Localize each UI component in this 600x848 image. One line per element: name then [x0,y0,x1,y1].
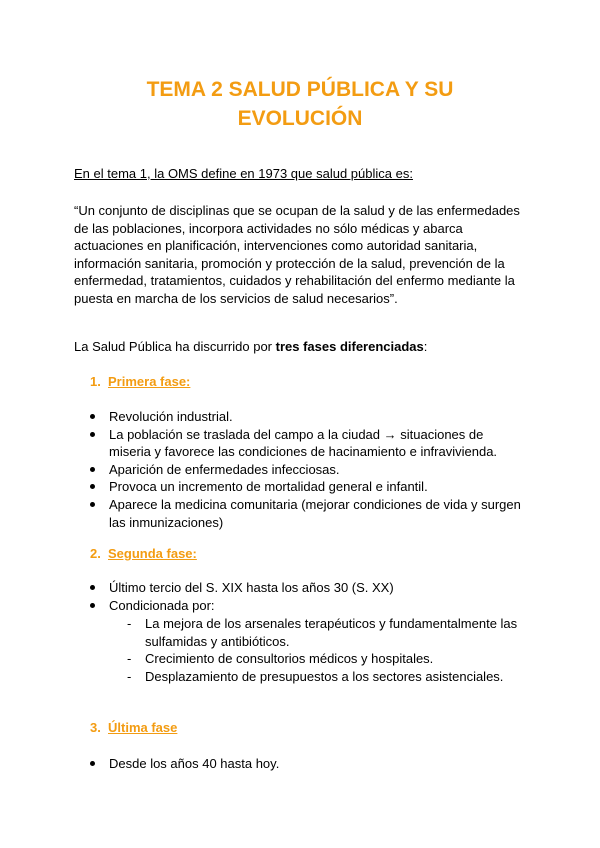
sub-list-item [0,650,517,668]
lead-suffix: : [423,339,428,354]
list-item [0,461,521,479]
intro-text: En el tema 1, la OMS define en 1973 que salud pública es: [74,166,413,181]
phase-label: Primera fase: [108,374,191,389]
list-item [0,408,521,426]
item-line: las inmunizaciones) [109,514,224,530]
quote-line: de las poblaciones, incorpora actividades no sólo médicas y abarca [74,220,463,236]
item-line: Aparición de enfermedades infecciosas. [109,461,340,477]
bullet-icon [90,484,95,489]
phase-number: 2. [90,546,101,561]
phase-1-bullet-list [0,408,521,531]
title-line-1: TEMA 2 SALUD PÚBLICA Y SU [146,78,454,101]
list-item [0,426,521,461]
list-item [0,478,521,496]
list-item [0,597,394,615]
lead-prefix: La Salud Pública ha discurrido por [74,339,276,354]
phase-heading-3 [90,720,177,735]
phase-number: 3. [90,720,101,735]
item-line: Provoca un incremento de mortalidad general e infantil. [109,479,428,495]
item-line: La mejora de los arsenales terapéuticos y fundamentalmente las [145,616,518,631]
phase-heading-2 [90,546,197,561]
phase-2-sub-list [0,615,517,685]
page-title [0,75,600,133]
quote-line: información sanitaria, promoción y protección de la salud, prevención de la [74,255,505,271]
sub-list-item [0,668,517,686]
item-line: Desplazamiento de presupuestos a los sectores asistenciales. [145,668,504,684]
list-item [0,496,521,531]
item-line: Aparece la medicina comunitaria (mejorar condiciones de vida y surgen [109,496,521,512]
list-item [0,579,394,597]
list-item [0,755,279,773]
sub-list-item [0,615,517,650]
item-line: Último tercio del S. XIX hasta los años 30 (S. XX) [109,580,394,595]
dash-icon: - [127,651,132,667]
phases-lead-text [74,339,427,354]
dash-icon: - [127,668,132,684]
item-line: Desde los años 40 hasta hoy. [109,756,280,771]
quote-line: enfermedad, tratamientos, cuidados y rehabilitación del enfermo mediante la [74,273,515,289]
bullet-icon [90,502,95,507]
who-definition-quote [74,202,544,308]
quote-line: “Un conjunto de disciplinas que se ocupan de la salud y de las enfermedades [74,203,520,218]
item-line: sulfamidas y antibióticos. [145,633,290,649]
phase-label: Segunda fase: [108,546,197,561]
bullet-icon [90,414,95,419]
phase-number: 1. [90,374,101,389]
bullet-icon [90,761,95,766]
phase-3-bullet-list [0,755,279,773]
item-line: Revolución industrial. [109,409,233,424]
quote-line: puesta en marcha de los servicios de salud necesarios”. [74,290,398,306]
bullet-icon [90,585,95,590]
item-line: miseria y favorece las condiciones de hacinamiento e infravivienda. [109,444,498,460]
phase-label: Última fase [108,720,178,735]
bullet-icon [90,432,95,437]
phase-heading-1 [90,374,190,389]
title-line-2: EVOLUCIÓN [237,107,363,130]
lead-bold: tres fases diferenciadas [275,339,424,354]
item-line: Condicionada por: [109,597,215,613]
quote-line: actuaciones en planificación, intervenciones como autoridad sanitaria, [74,238,478,254]
bullet-icon [90,603,95,608]
phase-2-bullet-list [0,579,394,614]
bullet-icon [90,467,95,472]
dash-icon: - [127,616,132,631]
item-line: Crecimiento de consultorios médicos y hospitales. [145,651,434,667]
item-line: La población se traslada del campo a la ciudad → situaciones de [109,426,484,442]
